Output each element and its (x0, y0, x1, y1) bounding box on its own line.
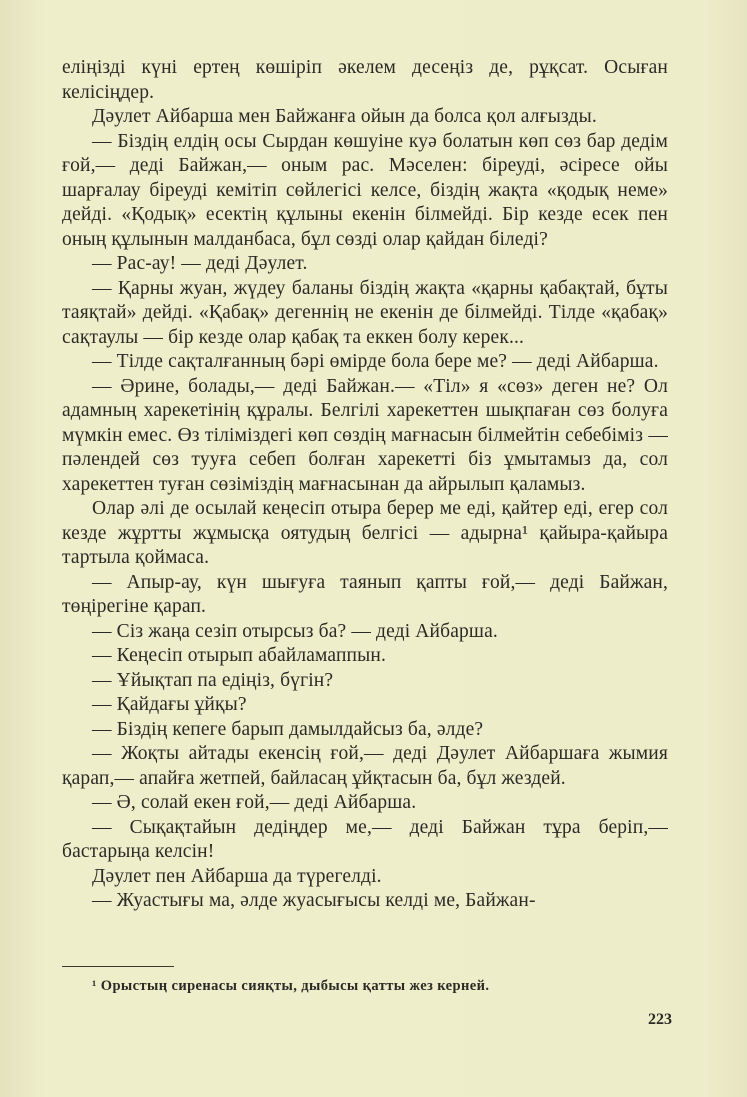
footnote-divider (62, 966, 174, 967)
paragraph: Олар әлі де осылай кеңесіп отыра берер ме еді, қайтер еді, егер сол кезде жұртты жұмысқа оятудың белгісі — адырна¹ қайыра-қайыра тартыла қоймаса. (62, 498, 668, 568)
paragraph: — Қарны жуан, жүдеу баланы біздің жақта «қарны қабақтай, бұты таяқтай» дейді. «Қабақ» дегеннің не екенін де білмейді. Тілде «қабақ» сақтаулы — бір кезде олар қабақ та еккен болу керек... (62, 277, 668, 348)
paragraph: Дәулет Айбарша мен Байжанға ойын да болса қол алғызды. (92, 106, 597, 127)
paragraph: — Қайдағы ұйқы? (92, 694, 247, 715)
paragraph: — Біздің кепеге барып дамылдайсыз ба, әлде? (92, 718, 484, 740)
paragraph: — Ұйықтап па едіңіз, бүгін? (92, 669, 334, 691)
paragraph: — Ә, солай екен ғой,— деді Айбарша. (92, 792, 417, 813)
paragraph: — Жуастығы ма, әлде жуасығысы келді ме, Байжан- (92, 890, 536, 911)
paragraph: — Тілде сақталғанның бәрі өмірде бола бере ме? — деді Айбарша. (92, 351, 659, 372)
paragraph: — Жоқты айтады екенсің ғой,— деді Дәулет Айбаршаға жымия қарап,— апайға жетпей, байласаң ұйқтасын ба, бұл жездей. (62, 743, 668, 789)
paragraph: еліңізді күні ертең көшіріп әкелем десеңіз де, рұқсат. Осыған келісіңдер. (62, 57, 668, 103)
paragraph: — Апыр-ау, күн шығуға таянып қапты ғой,— деді Байжан, төңірегіне қарап. (62, 571, 668, 617)
paragraph: Дәулет пен Айбарша да түрегелді. (92, 865, 382, 887)
body-text (62, 56, 668, 914)
paragraph: — Кеңесіп отырып абайламаппын. (92, 645, 386, 666)
paragraph: — Сіз жаңа сезіп отырсыз ба? — деді Айбарша. (92, 620, 498, 642)
page-number: 223 (648, 1011, 672, 1028)
paragraph: — Әрине, болады,— деді Байжан.— «Тіл» я «сөз» деген не? Ол адамның харекетінің құралы. Белгілі харекеттен шықпаған сөз болуға мүмкін емес. Өз тіліміздегі көп сөздің мағнасын білмейтін себебіміз — пәлендей сөз тууға себеп болған харекетті біз ұмытамыз да, сол харекеттен туған сөзіміздің мағнасынан да айрылып қаламыз. (62, 375, 668, 495)
paragraph: — Сықақтайын дедіңдер ме,— деді Байжан тұра беріп,— бастарыңа келсін! (62, 816, 668, 862)
footnote: ¹ Орыстың сиренасы сияқты, дыбысы қатты жез керней. (92, 978, 490, 994)
paragraph: — Біздің елдің осы Сырдан көшуіне куә болатын көп сөз бар дедім ғой,— деді Байжан,— оным рас. Мәселен: біреуді, әсіресе ойы шарғалау біреуді кемітіп сөйлегісі келсе, біздің жақта «қодық неме» дейді. «Қодық» есектің құлыны екенін білмейді. Бір кезде есек пен оның құлынын малданбаса, бұл сөзді олар қайдан біледі? (62, 130, 668, 250)
paragraph: — Рас-ау! — деді Дәулет. (92, 253, 308, 274)
